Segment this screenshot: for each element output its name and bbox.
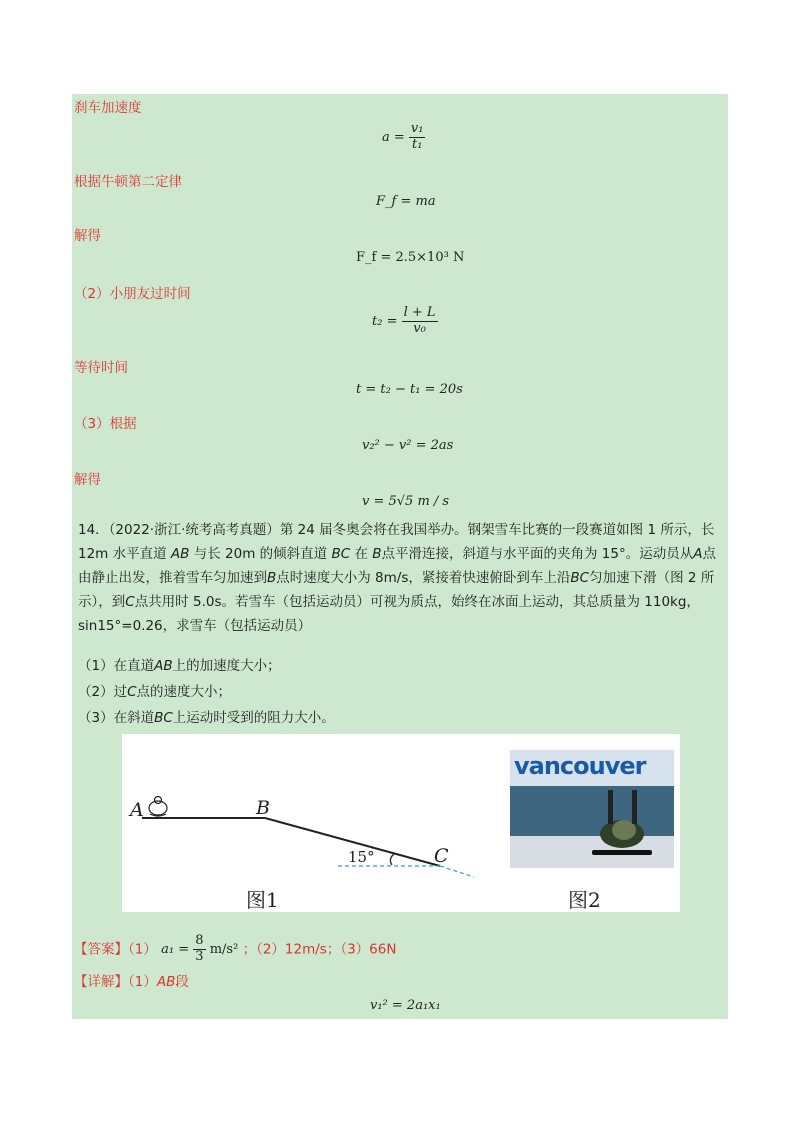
equation-child-time: t₂ = $\frac{l + L}{\text{v₀}}$	[372, 305, 436, 336]
caption-figure-1: 图1	[246, 888, 279, 912]
equation-force-result: F_f = 2.5×10³ N	[356, 250, 465, 265]
label-a: A	[130, 799, 144, 821]
slope-extension	[440, 866, 474, 877]
part2-label: （2）小朋友过时间	[74, 286, 191, 302]
question-2: （2）过C点的速度大小；	[78, 684, 232, 700]
equation-velocity-result: v = 5√5 m / s	[362, 494, 450, 509]
angle-label: 15°	[348, 848, 375, 866]
label-b: B	[256, 797, 270, 819]
caption-figure-2: 图2	[568, 888, 601, 912]
part3-label: （3）根据	[74, 416, 137, 432]
solve-label-1: 解得	[74, 228, 101, 244]
wait-time-label: 等待时间	[74, 360, 128, 376]
athlete-icon	[149, 797, 167, 817]
newton-second-law-label: 根据牛顿第二定律	[74, 174, 182, 190]
equation-wait-time: t = t₂ − t₁ = 20s	[356, 382, 463, 397]
equation-force: F_f = ma	[376, 194, 436, 209]
brake-accel-label: 刹车加速度	[74, 100, 142, 116]
detail-line: 【详解】（1）AB段	[74, 974, 189, 990]
solve-label-2: 解得	[74, 472, 101, 488]
track-diagram	[122, 734, 502, 912]
skeleton-photo	[510, 750, 674, 868]
angle-arc	[390, 854, 394, 865]
question-1: （1）在直道AB上的加速度大小；	[78, 658, 281, 674]
question-3: （3）在斜道BC上运动时受到的阻力大小。	[78, 710, 335, 726]
equation-kinematics: v₂² − v² = 2as	[362, 438, 454, 453]
label-c: C	[434, 845, 449, 867]
answer-line: 【答案】（1） a₁ = $\frac{8}{3}$ m/s² ；（2）12m/s；（3）66N	[74, 933, 397, 964]
figure-box	[122, 734, 680, 912]
problem-statement: 14．（2022·浙江·统考高考真题）第 24 届冬奥会将在我国举办。钢架雪车比赛的一段赛道如图 1 所示，长 12m 水平直道 AB 与长 20m 的倾斜直道 BC 在 B点平滑连接，斜道与水平面的夹角为 15°。运动员从A点由静止出发，推着雪车匀加速到B点时速度大小为 8m/s，紧接着快速俯卧到车上沿BC匀加速下滑（图 2 所示），到C点共用时 5.0s。若雪车（包括运动员）可视为质点，始终在冰面上运动，其总质量为 110kg，sin15°=0.26，求雪车（包括运动员）	[78, 522, 716, 634]
equation-accel: a = $\frac{\text{v₁}}{\text{t₁}}$	[382, 121, 424, 152]
banner-text: vancouver	[514, 752, 646, 780]
equation-detail: v₁² = 2a₁x₁	[370, 998, 441, 1013]
athlete-figure	[510, 750, 674, 868]
